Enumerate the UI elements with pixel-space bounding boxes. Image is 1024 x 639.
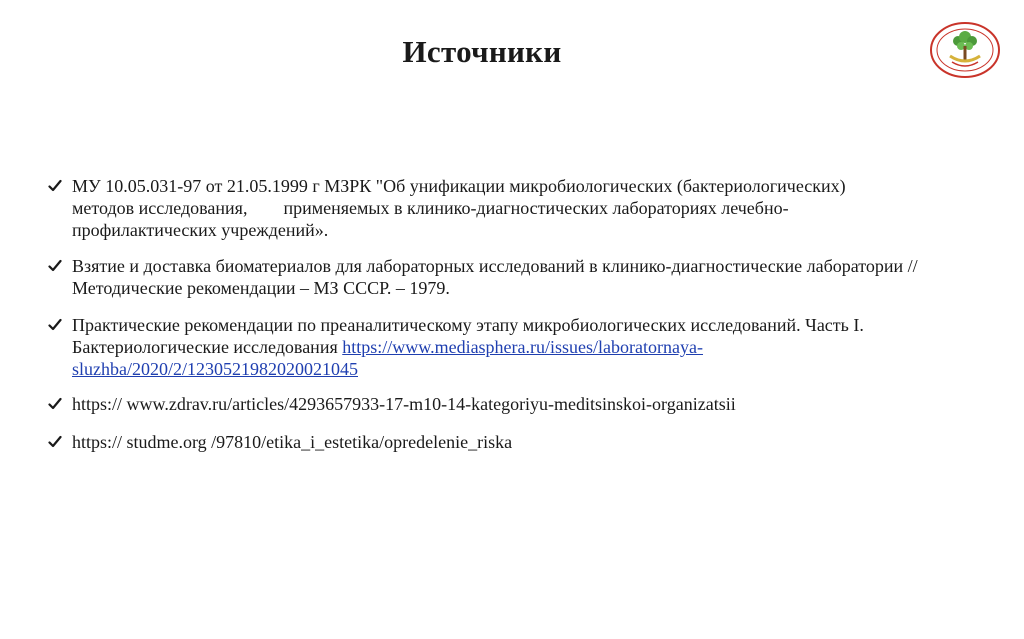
university-tree-emblem-icon (928, 20, 1002, 80)
source-text: Практические рекомендации по преаналитическому этапу микробиологических исследований. Часть I. Бактериологические исследования https://www.mediasphera.ru/issues/laboratornaya-sluzhba/2020/2/1230521982020021045 (72, 315, 864, 379)
list-item (48, 393, 938, 415)
page-title: Источники (402, 34, 562, 69)
list-item (48, 175, 938, 241)
checkmark-icon (48, 255, 72, 277)
source-text: Взятие и доставка биоматериалов для лабораторных исследований в клинико-диагностические лаборатории // Методические рекомендации – МЗ СССР. – 1979. (72, 256, 918, 298)
list-item (48, 431, 938, 453)
source-text: МУ 10.05.031-97 от 21.05.1999 г МЗРК "Об унификации микробиологических (бактериологических) методов исследования, применяемых в клинико-диагностических лабораториях лечебно- профилактических учреждений». (72, 176, 846, 240)
mediasphera-link[interactable]: https://www.mediasphera.ru/issues/laboratornaya-sluzhba/2020/2/1230521982020021045 (72, 337, 703, 379)
checkmark-icon (48, 314, 72, 336)
checkmark-icon (48, 431, 72, 453)
checkmark-icon (48, 393, 72, 415)
list-item (48, 255, 938, 299)
source-text: https:// www.zdrav.ru/articles/4293657933-17-m10-14-kategoriyu-meditsinskoi-organizatsii (72, 394, 736, 414)
checkmark-icon (48, 175, 72, 197)
list-item (48, 314, 938, 380)
sources-list (48, 175, 938, 467)
source-text: https:// studme.org /97810/etika_i_estetika/opredelenie_riska (72, 432, 513, 452)
